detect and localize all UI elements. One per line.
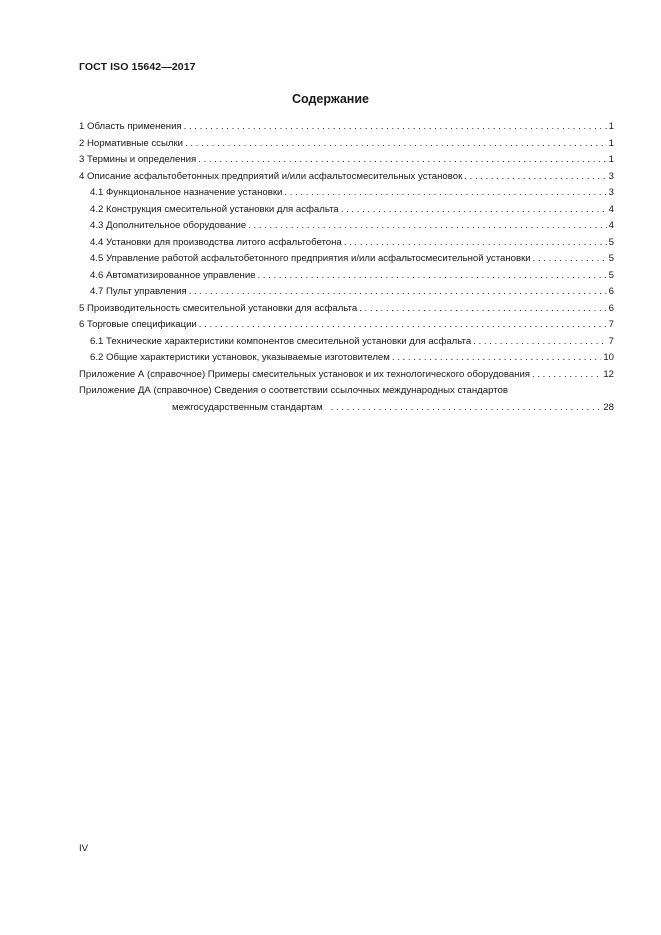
toc-leader-dots [198, 152, 606, 169]
toc-leader-dots [184, 119, 607, 136]
toc-entry-label: 4.4 Установки для производства литого асфальтобетона [90, 236, 342, 248]
toc-title: Содержание [291, 92, 369, 106]
toc-leader-dots [392, 350, 601, 367]
toc-entry[interactable] [79, 152, 614, 169]
toc-entry[interactable] [79, 235, 614, 252]
toc-leader-dots [344, 235, 607, 252]
toc-entry-label: 6.1 Технические характеристики компонентов смесительной установки для асфальта [90, 335, 472, 347]
toc-entry[interactable] [79, 350, 614, 367]
toc-entry-page: 3 [608, 170, 614, 182]
toc-entry-label: 4.5 Управление работой асфальтобетонного предприятия и/или асфальтосмесительной установки [90, 253, 531, 264]
toc-entry[interactable] [79, 334, 614, 351]
toc-entry-label: 4 Описание асфальтобетонных предприятий и/или асфальтосмесительных установок [79, 170, 463, 182]
toc-entry-label: 4.3 Дополнительное оборудование [90, 220, 247, 231]
toc-entry[interactable] [79, 218, 614, 235]
toc-entry-appendix-da[interactable] [79, 383, 614, 416]
toc-entry[interactable] [79, 185, 614, 202]
toc-entry-label: 2 Нормативные ссылки [79, 137, 184, 149]
toc-entry-label: 6 Торговые спецификации [79, 319, 197, 330]
toc-entry-label: 3 Термины и определения [79, 154, 197, 165]
toc-leader-dots [185, 136, 607, 153]
toc-leader-dots [331, 400, 602, 417]
toc-entry[interactable] [79, 301, 614, 318]
toc-entry-page: 6 [608, 286, 614, 297]
toc-entry-page: 7 [608, 319, 614, 330]
toc-entry-continuation [79, 400, 614, 417]
toc-entry[interactable] [79, 317, 614, 334]
toc-entry-page: 10 [603, 352, 614, 363]
toc-entry-label: межгосударственным стандартам [172, 401, 323, 413]
toc-entry[interactable] [79, 251, 614, 268]
toc-leader-dots [189, 284, 607, 301]
toc-entry-label: Приложение ДА (справочное) Сведения о соответствии ссылочных международных стандартов [79, 385, 508, 396]
toc-entry-label: 4.7 Пульт управления [90, 286, 187, 297]
toc-leader-dots [199, 317, 607, 334]
toc-entry[interactable] [79, 136, 614, 153]
toc-entry[interactable] [79, 169, 614, 186]
toc-entry[interactable] [79, 268, 614, 285]
toc-leader-dots [341, 202, 607, 219]
toc-entry-page: 3 [608, 187, 614, 198]
toc-leader-dots [248, 218, 606, 235]
toc-entry-page: 28 [603, 401, 614, 413]
toc-leader-dots [284, 185, 606, 202]
toc-leader-dots [532, 367, 601, 384]
toc-entry-page: 7 [608, 335, 614, 347]
toc-entry-label: Приложение А (справочное) Примеры смесительных установок и их технологического оборудования [79, 368, 531, 380]
toc-entry-page: 12 [603, 368, 614, 380]
toc-entry-label: 6.2 Общие характеристики установок, указываемые изготовителем [90, 352, 390, 363]
toc-entry-page: 5 [608, 269, 614, 281]
table-of-contents [79, 119, 614, 416]
toc-entry-label: 4.1 Функциональное назначение установки [90, 187, 283, 198]
toc-entry[interactable] [79, 202, 614, 219]
document-header: ГОСТ ISO 15642—2017 [79, 61, 196, 73]
toc-leader-dots [464, 169, 606, 186]
page-number: IV [79, 843, 89, 854]
toc-leader-dots [533, 251, 607, 268]
toc-entry-page: 4 [608, 203, 614, 215]
toc-entry-label: 4.2 Конструкция смесительной установки для асфальта [90, 203, 339, 215]
toc-leader-dots [473, 334, 607, 351]
toc-entry-page: 1 [608, 121, 614, 132]
toc-entry[interactable] [79, 119, 614, 136]
toc-entry[interactable] [79, 367, 614, 384]
toc-entry-label: 5 Производительность смесительной установки для асфальта [79, 302, 358, 314]
toc-entry[interactable] [79, 284, 614, 301]
toc-entry-page: 6 [608, 302, 614, 314]
toc-entry-label: 1 Область применения [79, 121, 182, 132]
toc-entry-label: 4.6 Автоматизированное управление [90, 269, 256, 281]
toc-leader-dots [258, 268, 607, 285]
toc-entry-page: 5 [608, 253, 614, 264]
toc-leader-dots [359, 301, 606, 318]
toc-entry-page: 4 [608, 220, 614, 231]
toc-entry-page: 5 [608, 236, 614, 248]
toc-entry-page: 1 [608, 137, 614, 149]
toc-entry-page: 1 [608, 154, 614, 165]
